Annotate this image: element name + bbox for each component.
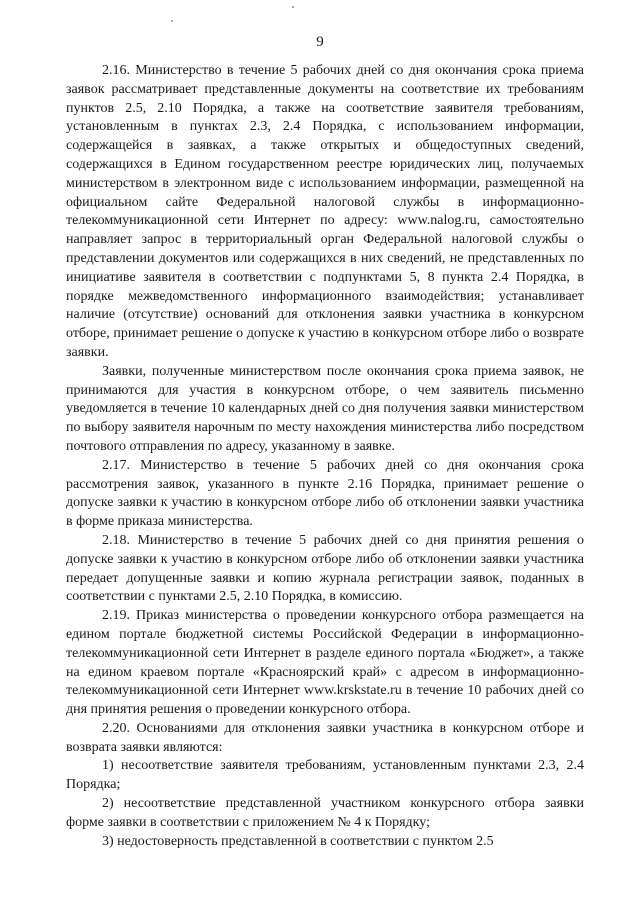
scan-speck — [171, 20, 173, 22]
list-item-1: 1) несоответствие заявителя требованиям, установленным пунктами 2.3, 2.4 Порядка; — [66, 758, 584, 793]
paragraph-late-applications: Заявки, полученные министерством после окончания срока приема заявок, не принимаются для участия в конкурсном отборе, о чем заявитель письменно уведомляется в течение 10 календарных дней со дня получения заявки министерством по выбору заявителя нарочным по месту нахождения министерства либо посредством почтового отправления по адресу, указанному в заявке. — [66, 363, 584, 454]
paragraph-2-20: 2.20. Основаниями для отклонения заявки участника в конкурсном отборе и возврата заявки являются: — [66, 720, 584, 755]
page-number: 9 — [316, 34, 324, 50]
paragraph-2-18: 2.18. Министерство в течение 5 рабочих дней со дня принятия решения о допуске заявки к участию в конкурсном отборе либо об отклонении заявки участника передает допущенные заявки и копию журнала регистрации заявок, поданных в соответствии с пунктами 2.5, 2.10 Порядка, в комиссию. — [66, 532, 584, 605]
paragraph-2-16: 2.16. Министерство в течение 5 рабочих дней со дня окончания срока приема заявок рассматривает представленные документы на соответствие их требованиям пунктов 2.5, 2.10 Порядка, а также на соответствие заявителя требованиям, установленным в пунктах 2.3, 2.4 Порядка, с использованием информации, содержащейся в заявках, а также открытых и общедоступных сведений, содержащихся в Едином государственном реестре юридических лиц, получаемых министерством в электронном виде с использованием информации, размещенной на официальном сайте Федеральной налоговой службы в информационно-телекоммуникационной сети Интернет по адресу: www.nalog.ru, самостоятельно направляет запрос в территориальный орган Федеральной налоговой службы о представлении документов или содержащихся в них сведений, не представленных по инициативе заявителя в соответствии с подпунктами 5, 8 пункта 2.4 Порядка, в порядке межведомственного информационного взаимодействия; устанавливает наличие (отсутствие) оснований для отклонения заявки участника в конкурсном отборе, принимает решение о допуске к участию в конкурсном отборе либо о возврате заявки. — [66, 63, 584, 360]
scan-speck — [292, 6, 294, 8]
list-item-3: 3) недостоверность представленной в соответствии с пунктом 2.5 — [102, 833, 494, 849]
paragraph-2-19: 2.19. Приказ министерства о проведении конкурсного отбора размещается на едином портале бюджетной системы Российской Федерации в информационно-телекоммуникационной сети Интернет в разделе единого портала «Бюджет», а также на едином краевом портале «Красноярский край» с адресом в информационно-телекоммуникационной сети Интернет www.krskstate.ru в течение 10 рабочих дней со дня принятия решения о проведении конкурсного отбора. — [66, 608, 584, 718]
paragraph-2-17: 2.17. Министерство в течение 5 рабочих дней со дня окончания срока рассмотрения заявок, указанного в пункте 2.16 Порядка, принимает решение о допуске заявки к участию в конкурсном отборе либо об отклонении заявки участника в форме приказа министерства. — [66, 457, 584, 530]
list-item-2: 2) несоответствие представленной участником конкурсного отбора заявки форме заявки в соответствии с приложением № 4 к Порядку; — [66, 796, 584, 830]
document-body — [66, 62, 584, 851]
